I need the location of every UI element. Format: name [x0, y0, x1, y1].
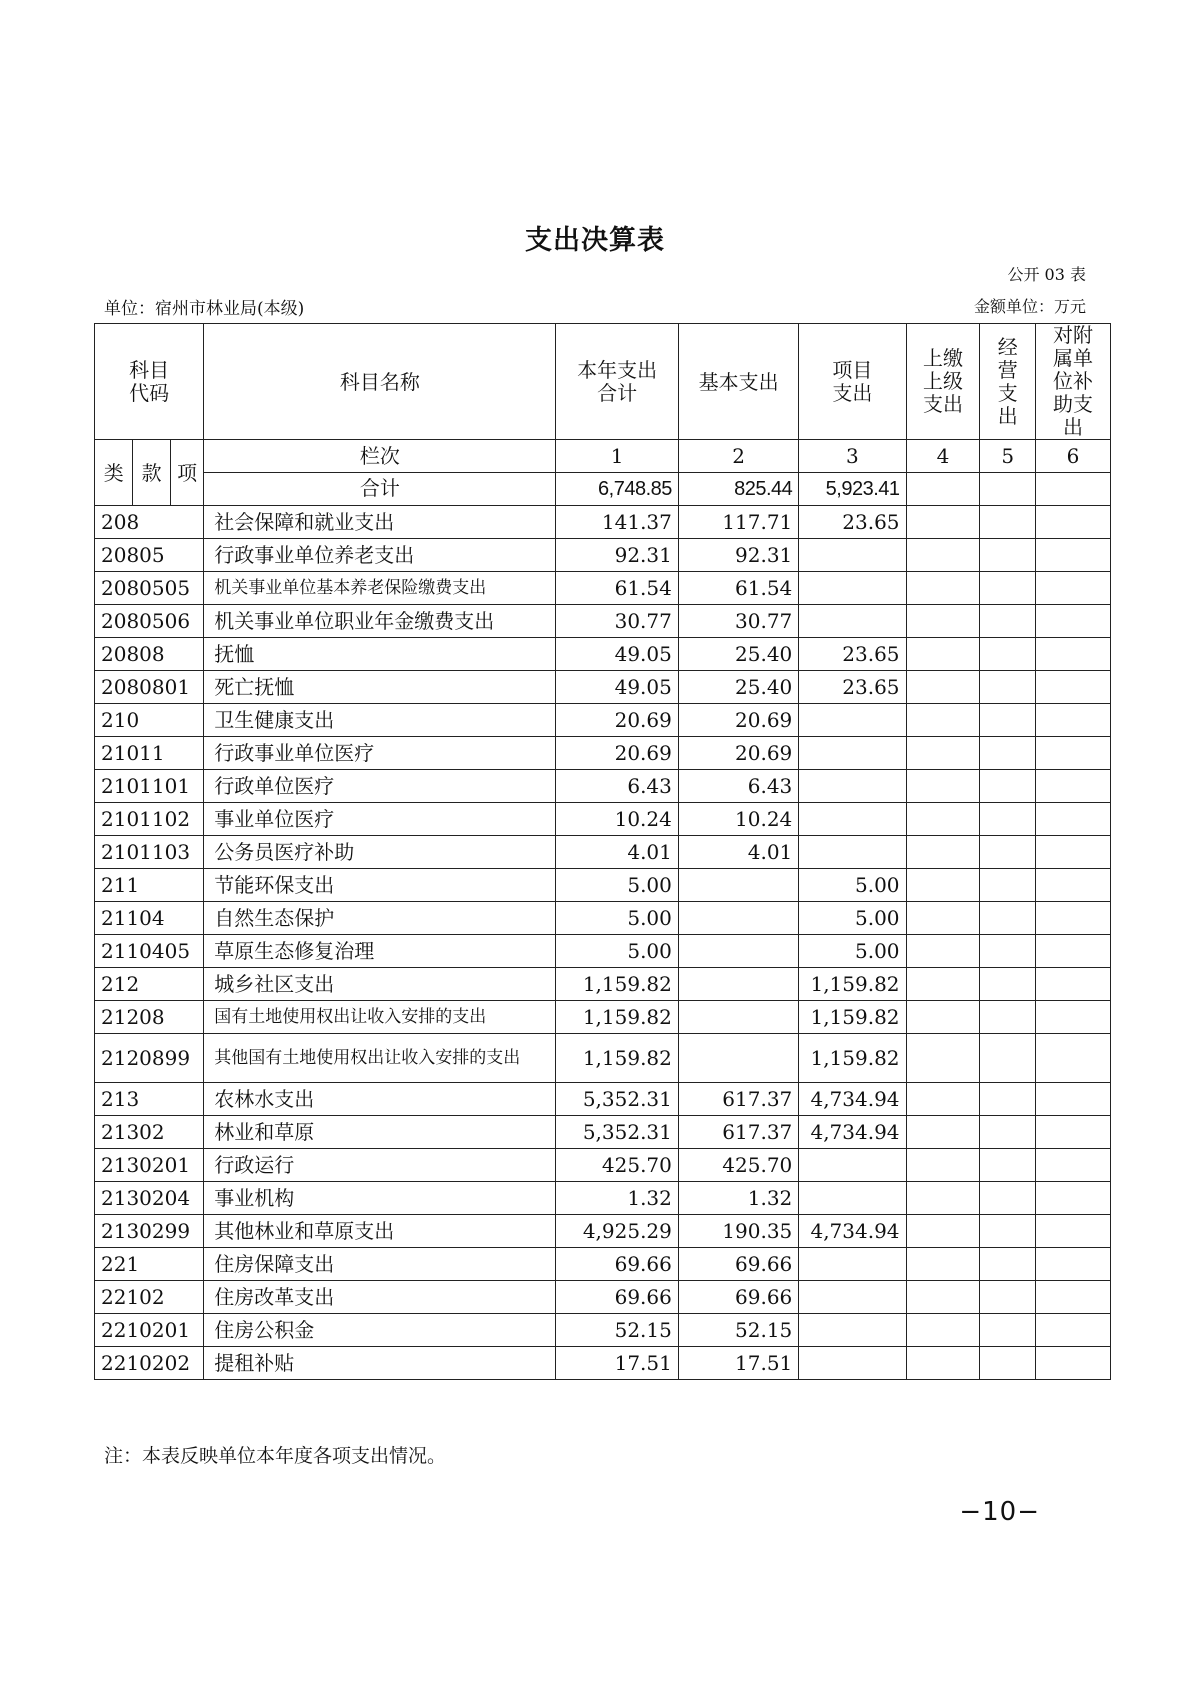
row-subsidy: [1036, 770, 1111, 803]
row-business: [980, 1149, 1036, 1182]
row-project: [799, 1347, 906, 1380]
table-row: [95, 836, 1111, 869]
row-code: 21208: [95, 1001, 204, 1034]
row-total: 92.31: [556, 539, 678, 572]
row-project: 5.00: [799, 935, 906, 968]
row-project: [799, 605, 906, 638]
row-subsidy: [1036, 572, 1111, 605]
row-name: 住房公积金: [204, 1314, 556, 1347]
unit-label: 单位：宿州市林业局(本级): [104, 299, 305, 319]
row-upper: [906, 572, 980, 605]
row-basic: 6.43: [678, 770, 798, 803]
row-basic: [678, 1001, 798, 1034]
row-business: [980, 1083, 1036, 1116]
row-subsidy: [1036, 1116, 1111, 1149]
row-name: 行政运行: [204, 1149, 556, 1182]
table-note: 注：本表反映单位本年度各项支出情况。: [104, 1445, 447, 1467]
row-subsidy: [1036, 638, 1111, 671]
row-upper: [906, 1116, 980, 1149]
row-basic: 4.01: [678, 836, 798, 869]
row-total: 49.05: [556, 671, 678, 704]
row-business: [980, 935, 1036, 968]
row-business: [980, 1215, 1036, 1248]
row-business: [980, 770, 1036, 803]
row-name: 其他林业和草原支出: [204, 1215, 556, 1248]
row-upper: [906, 1281, 980, 1314]
row-upper: [906, 1347, 980, 1380]
row-basic: [678, 1034, 798, 1083]
row-upper: [906, 605, 980, 638]
table-row: [95, 770, 1111, 803]
row-code: 2130204: [95, 1182, 204, 1215]
row-code: 208: [95, 506, 204, 539]
row-business: [980, 638, 1036, 671]
row-business: [980, 968, 1036, 1001]
row-name: 行政单位医疗: [204, 770, 556, 803]
row-name: 农林水支出: [204, 1083, 556, 1116]
row-code: 2101103: [95, 836, 204, 869]
row-business: [980, 1034, 1036, 1083]
table-row: [95, 935, 1111, 968]
row-basic: 10.24: [678, 803, 798, 836]
row-total: 61.54: [556, 572, 678, 605]
row-project: 5.00: [799, 902, 906, 935]
row-business: [980, 605, 1036, 638]
table-row: [95, 1347, 1111, 1380]
row-total: 4,925.29: [556, 1215, 678, 1248]
row-subsidy: [1036, 1034, 1111, 1083]
row-code: 2210201: [95, 1314, 204, 1347]
row-upper: [906, 869, 980, 902]
row-project: 5.00: [799, 869, 906, 902]
table-row: [95, 1034, 1111, 1083]
row-business: [980, 902, 1036, 935]
table-body: [95, 506, 1111, 1380]
row-code: 2210202: [95, 1347, 204, 1380]
row-business: [980, 1116, 1036, 1149]
row-total: 69.66: [556, 1281, 678, 1314]
row-basic: 69.66: [678, 1281, 798, 1314]
row-business: [980, 737, 1036, 770]
row-upper: [906, 539, 980, 572]
row-upper: [906, 737, 980, 770]
row-name: 林业和草原: [204, 1116, 556, 1149]
row-business: [980, 836, 1036, 869]
page-title: 支出决算表: [525, 225, 665, 256]
row-name: 住房改革支出: [204, 1281, 556, 1314]
column-index-1: 1: [556, 440, 678, 473]
table-row: [95, 704, 1111, 737]
header-total: 本年支出合计: [556, 324, 678, 440]
row-code: 221: [95, 1248, 204, 1281]
row-upper: [906, 968, 980, 1001]
row-name: 其他国有土地使用权出让收入安排的支出: [204, 1034, 556, 1083]
row-project: 23.65: [799, 506, 906, 539]
row-total: 425.70: [556, 1149, 678, 1182]
row-basic: [678, 869, 798, 902]
row-basic: 92.31: [678, 539, 798, 572]
row-total: 17.51: [556, 1347, 678, 1380]
table-row: [95, 1281, 1111, 1314]
row-total: 4.01: [556, 836, 678, 869]
row-business: [980, 1001, 1036, 1034]
row-upper: [906, 1034, 980, 1083]
row-total: 1,159.82: [556, 1034, 678, 1083]
row-subsidy: [1036, 1314, 1111, 1347]
row-name: 行政事业单位医疗: [204, 737, 556, 770]
column-index-row: [95, 440, 1111, 473]
row-code: 2120899: [95, 1034, 204, 1083]
table-row: [95, 803, 1111, 836]
row-business: [980, 1182, 1036, 1215]
row-project: [799, 1281, 906, 1314]
row-project: 4,734.94: [799, 1215, 906, 1248]
row-subsidy: [1036, 836, 1111, 869]
header-xiang: 项: [170, 440, 203, 506]
row-business: [980, 869, 1036, 902]
row-basic: 117.71: [678, 506, 798, 539]
row-name: 机关事业单位职业年金缴费支出: [204, 605, 556, 638]
row-name: 节能环保支出: [204, 869, 556, 902]
row-project: [799, 704, 906, 737]
total-label: 合计: [204, 473, 556, 506]
row-project: [799, 572, 906, 605]
row-name: 城乡社区支出: [204, 968, 556, 1001]
row-code: 210: [95, 704, 204, 737]
header-name: 科目名称: [204, 324, 556, 440]
row-upper: [906, 638, 980, 671]
row-total: 5.00: [556, 902, 678, 935]
total-business: [980, 473, 1036, 506]
row-name: 事业机构: [204, 1182, 556, 1215]
row-subsidy: [1036, 1001, 1111, 1034]
row-code: 2101102: [95, 803, 204, 836]
table-row: [95, 1149, 1111, 1182]
row-subsidy: [1036, 902, 1111, 935]
row-basic: 30.77: [678, 605, 798, 638]
row-subsidy: [1036, 1149, 1111, 1182]
row-basic: 25.40: [678, 671, 798, 704]
row-upper: [906, 1248, 980, 1281]
row-code: 213: [95, 1083, 204, 1116]
row-subsidy: [1036, 1215, 1111, 1248]
header-subsidy: 对附属单位补助支出: [1036, 324, 1111, 440]
table-row: [95, 1314, 1111, 1347]
row-total: 1.32: [556, 1182, 678, 1215]
row-upper: [906, 836, 980, 869]
header-row: [95, 324, 1111, 440]
column-index-5: 5: [980, 440, 1036, 473]
row-subsidy: [1036, 803, 1111, 836]
row-subsidy: [1036, 1083, 1111, 1116]
row-upper: [906, 704, 980, 737]
column-index-3: 3: [799, 440, 906, 473]
row-basic: 52.15: [678, 1314, 798, 1347]
row-name: 社会保障和就业支出: [204, 506, 556, 539]
row-total: 30.77: [556, 605, 678, 638]
row-code: 20805: [95, 539, 204, 572]
row-subsidy: [1036, 704, 1111, 737]
table-row: [95, 1116, 1111, 1149]
row-basic: 425.70: [678, 1149, 798, 1182]
table-row: [95, 1215, 1111, 1248]
row-business: [980, 539, 1036, 572]
row-total: 1,159.82: [556, 1001, 678, 1034]
row-subsidy: [1036, 935, 1111, 968]
row-name: 公务员医疗补助: [204, 836, 556, 869]
row-project: 23.65: [799, 638, 906, 671]
header-basic: 基本支出: [678, 324, 798, 440]
unit-line: [104, 294, 1086, 319]
row-basic: 69.66: [678, 1248, 798, 1281]
form-code: 公开 03 表: [1007, 265, 1086, 284]
row-project: [799, 1314, 906, 1347]
header-code: 科目代码: [95, 324, 204, 440]
row-project: 1,159.82: [799, 1001, 906, 1034]
row-subsidy: [1036, 605, 1111, 638]
row-business: [980, 704, 1036, 737]
row-total: 20.69: [556, 704, 678, 737]
row-total: 5,352.31: [556, 1116, 678, 1149]
row-project: [799, 539, 906, 572]
row-basic: [678, 935, 798, 968]
header-lei: 类: [95, 440, 133, 506]
row-code: 21104: [95, 902, 204, 935]
table-row: [95, 869, 1111, 902]
table-row: [95, 539, 1111, 572]
row-project: 4,734.94: [799, 1116, 906, 1149]
row-business: [980, 1281, 1036, 1314]
row-project: 1,159.82: [799, 1034, 906, 1083]
row-total: 1,159.82: [556, 968, 678, 1001]
table-row: [95, 506, 1111, 539]
table-row: [95, 1083, 1111, 1116]
row-code: 2080801: [95, 671, 204, 704]
row-total: 5,352.31: [556, 1083, 678, 1116]
table-row: [95, 737, 1111, 770]
row-name: 住房保障支出: [204, 1248, 556, 1281]
row-project: [799, 737, 906, 770]
row-upper: [906, 1083, 980, 1116]
total-amount: 6,748.85: [556, 473, 678, 506]
header-upper: 上缴上级支出: [906, 324, 980, 440]
total-upper: [906, 473, 980, 506]
row-total: 5.00: [556, 935, 678, 968]
row-total: 20.69: [556, 737, 678, 770]
row-subsidy: [1036, 1281, 1111, 1314]
row-business: [980, 671, 1036, 704]
row-name: 事业单位医疗: [204, 803, 556, 836]
row-name: 机关事业单位基本养老保险缴费支出: [204, 572, 556, 605]
column-index-2: 2: [678, 440, 798, 473]
row-upper: [906, 1149, 980, 1182]
row-code: 2080506: [95, 605, 204, 638]
row-basic: 617.37: [678, 1116, 798, 1149]
row-basic: 1.32: [678, 1182, 798, 1215]
table-row: [95, 902, 1111, 935]
row-project: [799, 1248, 906, 1281]
row-subsidy: [1036, 1347, 1111, 1380]
row-project: [799, 770, 906, 803]
row-basic: 190.35: [678, 1215, 798, 1248]
amount-unit-label: 金额单位：万元: [973, 297, 1086, 316]
row-basic: [678, 902, 798, 935]
row-upper: [906, 935, 980, 968]
row-code: 21302: [95, 1116, 204, 1149]
row-name: 国有土地使用权出让收入安排的支出: [204, 1001, 556, 1034]
table-row: [95, 1248, 1111, 1281]
row-project: [799, 1182, 906, 1215]
table-row: [95, 572, 1111, 605]
row-upper: [906, 1215, 980, 1248]
row-basic: 17.51: [678, 1347, 798, 1380]
row-code: 2110405: [95, 935, 204, 968]
row-upper: [906, 803, 980, 836]
row-total: 10.24: [556, 803, 678, 836]
row-business: [980, 1314, 1036, 1347]
expenditure-table: [94, 323, 1111, 1380]
row-upper: [906, 902, 980, 935]
row-basic: 20.69: [678, 704, 798, 737]
row-upper: [906, 671, 980, 704]
row-subsidy: [1036, 671, 1111, 704]
row-project: 23.65: [799, 671, 906, 704]
total-row: [95, 473, 1111, 506]
row-code: 2130201: [95, 1149, 204, 1182]
row-code: 211: [95, 869, 204, 902]
row-name: 行政事业单位养老支出: [204, 539, 556, 572]
row-business: [980, 1347, 1036, 1380]
header-kuan: 款: [133, 440, 170, 506]
column-index-6: 6: [1036, 440, 1111, 473]
row-total: 141.37: [556, 506, 678, 539]
row-basic: 61.54: [678, 572, 798, 605]
row-business: [980, 1248, 1036, 1281]
row-business: [980, 572, 1036, 605]
column-index-4: 4: [906, 440, 980, 473]
header-business: 经营支出: [980, 324, 1036, 440]
row-name: 自然生态保护: [204, 902, 556, 935]
row-subsidy: [1036, 506, 1111, 539]
row-upper: [906, 1314, 980, 1347]
row-total: 6.43: [556, 770, 678, 803]
table-row: [95, 968, 1111, 1001]
row-subsidy: [1036, 737, 1111, 770]
row-code: 22102: [95, 1281, 204, 1314]
row-upper: [906, 1182, 980, 1215]
header-project: 项目支出: [799, 324, 906, 440]
row-project: [799, 836, 906, 869]
row-total: 69.66: [556, 1248, 678, 1281]
table-row: [95, 1182, 1111, 1215]
row-project: 1,159.82: [799, 968, 906, 1001]
row-name: 卫生健康支出: [204, 704, 556, 737]
row-name: 抚恤: [204, 638, 556, 671]
row-subsidy: [1036, 869, 1111, 902]
row-code: 212: [95, 968, 204, 1001]
row-basic: 20.69: [678, 737, 798, 770]
row-upper: [906, 1001, 980, 1034]
row-name: 草原生态修复治理: [204, 935, 556, 968]
total-subsidy: [1036, 473, 1111, 506]
total-basic: 825.44: [678, 473, 798, 506]
table-row: [95, 605, 1111, 638]
row-subsidy: [1036, 539, 1111, 572]
row-subsidy: [1036, 1182, 1111, 1215]
table-row: [95, 638, 1111, 671]
column-label: 栏次: [204, 440, 556, 473]
row-business: [980, 803, 1036, 836]
row-upper: [906, 770, 980, 803]
row-business: [980, 506, 1036, 539]
row-total: 52.15: [556, 1314, 678, 1347]
row-basic: 617.37: [678, 1083, 798, 1116]
row-subsidy: [1036, 1248, 1111, 1281]
row-subsidy: [1036, 968, 1111, 1001]
table-row: [95, 1001, 1111, 1034]
row-project: [799, 803, 906, 836]
row-code: 2080505: [95, 572, 204, 605]
row-code: 2130299: [95, 1215, 204, 1248]
row-code: 20808: [95, 638, 204, 671]
row-upper: [906, 506, 980, 539]
row-project: [799, 1149, 906, 1182]
row-code: 21011: [95, 737, 204, 770]
total-project: 5,923.41: [799, 473, 906, 506]
row-total: 5.00: [556, 869, 678, 902]
row-name: 提租补贴: [204, 1347, 556, 1380]
page-number: −10−: [959, 1497, 1040, 1527]
row-basic: 25.40: [678, 638, 798, 671]
table-row: [95, 671, 1111, 704]
row-project: 4,734.94: [799, 1083, 906, 1116]
row-name: 死亡抚恤: [204, 671, 556, 704]
row-code: 2101101: [95, 770, 204, 803]
row-basic: [678, 968, 798, 1001]
row-total: 49.05: [556, 638, 678, 671]
